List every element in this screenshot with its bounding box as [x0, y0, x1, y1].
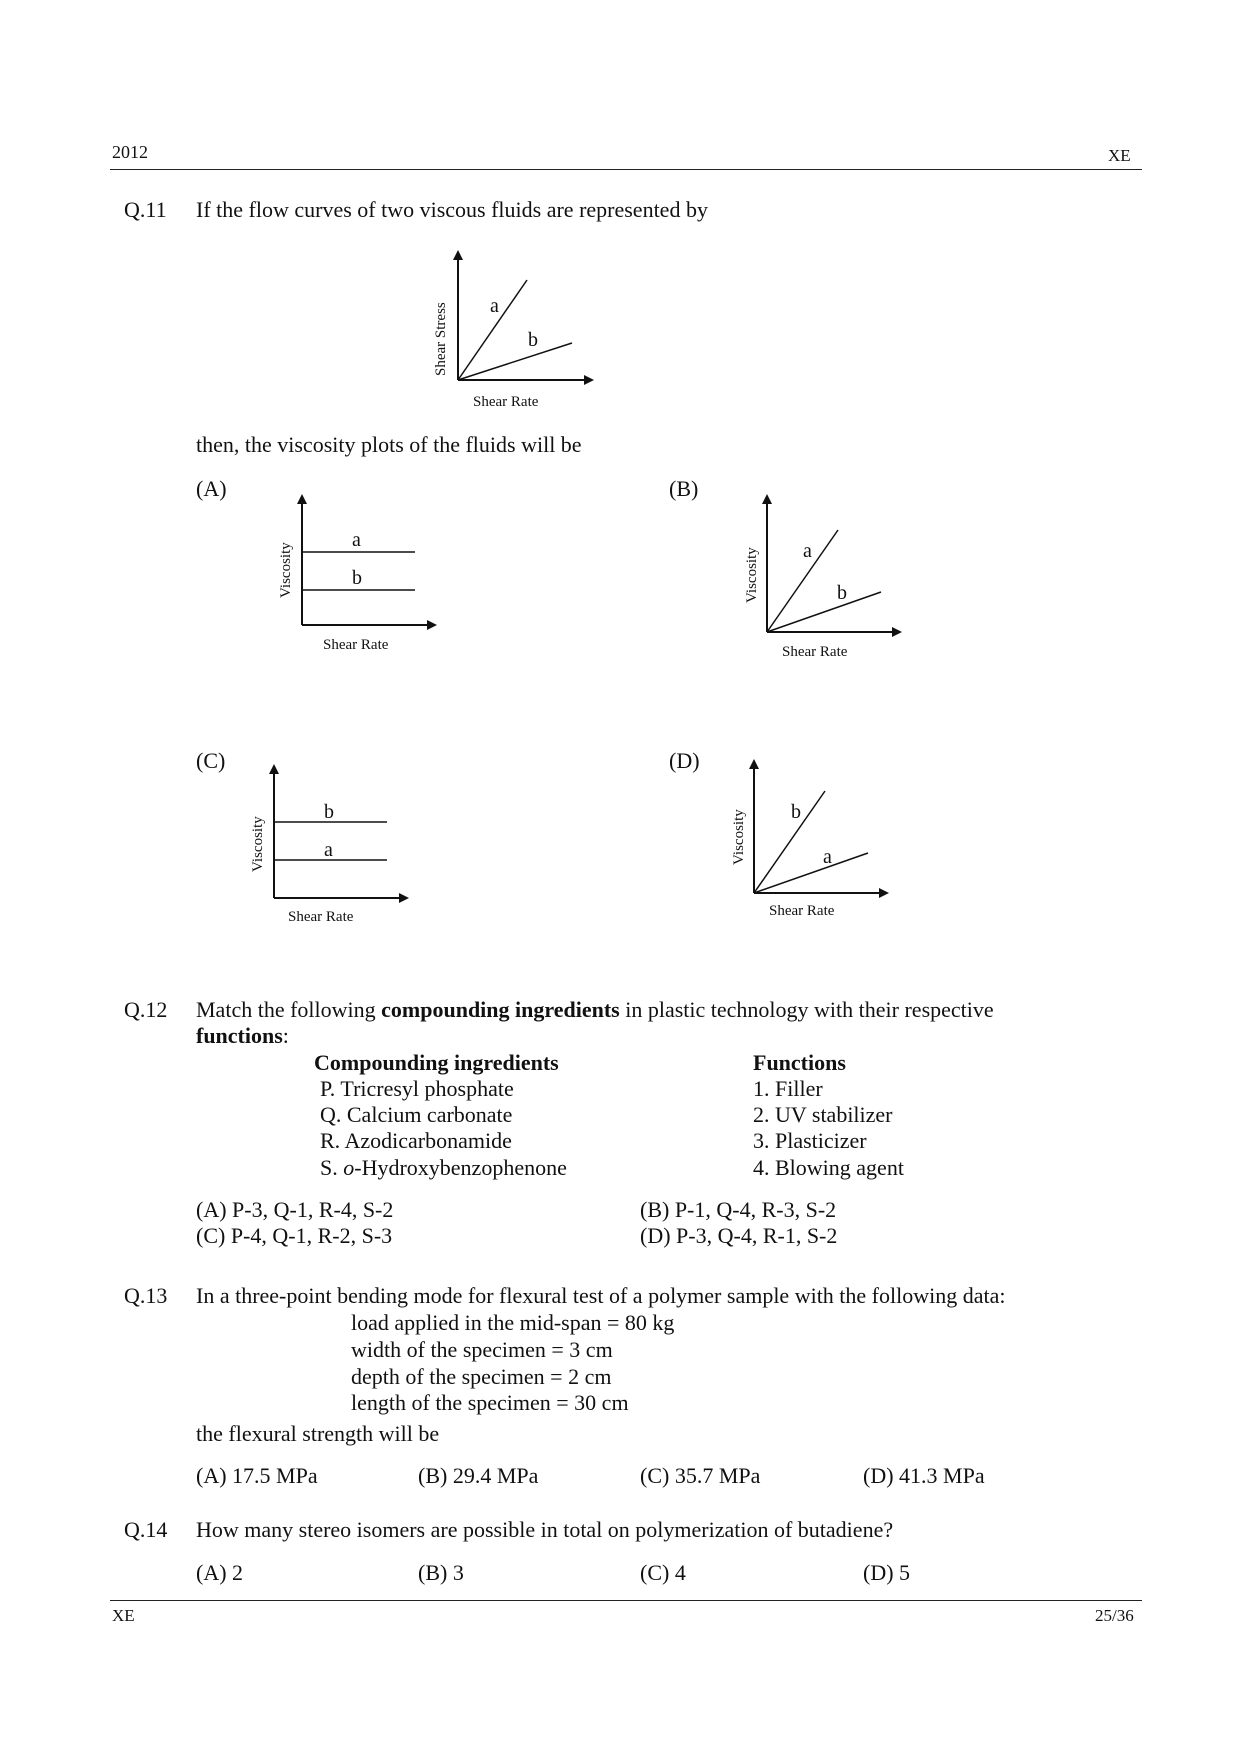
y-axis-label: Viscosity — [731, 809, 747, 865]
ingredient-s-rest: -Hydroxybenzophenone — [354, 1155, 567, 1180]
shallow-line — [767, 592, 881, 632]
q14-number: Q.14 — [124, 1517, 168, 1542]
q11-option-b-label[interactable]: (B) — [669, 476, 699, 501]
top-line-label: a — [352, 529, 361, 551]
q12-option-c[interactable]: (C) P-4, Q-1, R-2, S-3 — [196, 1223, 393, 1248]
q13-data-depth: depth of the specimen = 2 cm — [351, 1364, 612, 1389]
q12-ingredient-p: P. Tricresyl phosphate — [320, 1076, 514, 1101]
q13-option-d[interactable]: (D) 41.3 MPa — [863, 1463, 985, 1488]
curve-b-label: b — [528, 329, 538, 351]
q12-function-3: 3. Plasticizer — [753, 1128, 867, 1153]
q14-option-d[interactable]: (D) 5 — [863, 1560, 911, 1585]
q12-option-a[interactable]: (A) P-3, Q-1, R-4, S-2 — [196, 1197, 394, 1222]
footer-page: 25/36 — [1095, 1606, 1134, 1625]
q14-option-c[interactable]: (C) 4 — [640, 1560, 686, 1585]
q13-text: In a three-point bending mode for flexural test of a polymer sample with the following data: — [196, 1283, 1006, 1308]
q13-followup: the flexural strength will be — [196, 1421, 440, 1446]
header-year: 2012 — [112, 142, 148, 162]
q11-option-d-label[interactable]: (D) — [669, 748, 700, 773]
bottom-line-label: b — [352, 567, 362, 589]
header-rule — [110, 169, 1142, 170]
q12-text-line2 — [196, 1023, 289, 1049]
q12-option-d[interactable]: (D) P-3, Q-4, R-1, S-2 — [640, 1223, 838, 1248]
bottom-line-label: a — [324, 839, 333, 861]
curve-b-line — [458, 343, 572, 380]
q12-text — [196, 997, 994, 1023]
curve-a-label: a — [490, 295, 499, 317]
q11-flow-curve-graph — [420, 240, 610, 415]
x-axis-label: Shear Rate — [769, 903, 835, 919]
q14-option-b[interactable]: (B) 3 — [418, 1560, 464, 1585]
q12-option-b[interactable]: (B) P-1, Q-4, R-3, S-2 — [640, 1197, 837, 1222]
q12-text-bold2: functions — [196, 1023, 283, 1048]
ingredient-s-prefix: S. — [320, 1155, 344, 1180]
q12-col1-header: Compounding ingredients — [314, 1050, 559, 1075]
q13-option-b[interactable]: (B) 29.4 MPa — [418, 1463, 539, 1488]
shallow-line-label: a — [823, 846, 832, 868]
q13-data-width: width of the specimen = 3 cm — [351, 1337, 613, 1362]
footer-rule — [110, 1600, 1142, 1601]
x-axis-label: Shear Rate — [323, 637, 389, 653]
top-line-label: b — [324, 801, 334, 823]
q11-followup: then, the viscosity plots of the fluids will be — [196, 432, 582, 457]
footer-code: XE — [112, 1606, 135, 1625]
shallow-line — [754, 853, 868, 893]
q12-function-2: 2. UV stabilizer — [753, 1102, 893, 1127]
q11-option-c-graph — [242, 760, 417, 930]
q11-number: Q.11 — [124, 197, 167, 222]
q12-text-part1: Match the following — [196, 997, 382, 1022]
x-axis-label: Shear Rate — [473, 394, 539, 410]
q14-text: How many stereo isomers are possible in total on polymerization of butadiene? — [196, 1517, 894, 1542]
q12-function-4: 4. Blowing agent — [753, 1155, 904, 1180]
shallow-line-label: b — [837, 582, 847, 604]
y-axis-label: Viscosity — [250, 816, 266, 872]
q13-option-a[interactable]: (A) 17.5 MPa — [196, 1463, 318, 1488]
q13-option-c[interactable]: (C) 35.7 MPa — [640, 1463, 761, 1488]
steep-line-label: b — [791, 801, 801, 823]
q11-option-b-graph — [735, 490, 910, 665]
y-axis-label: Shear Stress — [433, 302, 449, 376]
q12-function-1: 1. Filler — [753, 1076, 823, 1101]
x-axis-label: Shear Rate — [782, 644, 848, 660]
q12-col2-header: Functions — [753, 1050, 846, 1075]
q12-ingredient-q: Q. Calcium carbonate — [320, 1102, 513, 1127]
q13-data-length: length of the specimen = 30 cm — [351, 1390, 629, 1415]
y-axis-label: Viscosity — [744, 547, 760, 603]
q12-text-colon: : — [282, 1023, 289, 1048]
q12-number: Q.12 — [124, 997, 168, 1022]
q11-text: If the flow curves of two viscous fluids are represented by — [196, 197, 708, 222]
q13-number: Q.13 — [124, 1283, 168, 1308]
x-axis-label: Shear Rate — [288, 909, 354, 925]
q13-data-load: load applied in the mid-span = 80 kg — [351, 1310, 675, 1335]
q11-option-a-graph — [270, 490, 445, 655]
steep-line — [754, 791, 825, 893]
q14-option-a[interactable]: (A) 2 — [196, 1560, 244, 1585]
ingredient-s-italic: o — [343, 1155, 355, 1180]
q11-option-a-label[interactable]: (A) — [196, 476, 227, 501]
q12-text-bold1: compounding ingredients — [381, 997, 620, 1022]
q11-option-c-label[interactable]: (C) — [196, 748, 226, 773]
steep-line-label: a — [803, 540, 812, 562]
header-code: XE — [1108, 146, 1131, 165]
q12-text-part2: in plastic technology with their respective — [619, 997, 994, 1022]
q12-ingredient-s — [320, 1155, 567, 1181]
q12-ingredient-r: R. Azodicarbonamide — [320, 1128, 512, 1153]
q11-option-d-graph — [722, 755, 897, 930]
y-axis-label: Viscosity — [278, 542, 294, 598]
